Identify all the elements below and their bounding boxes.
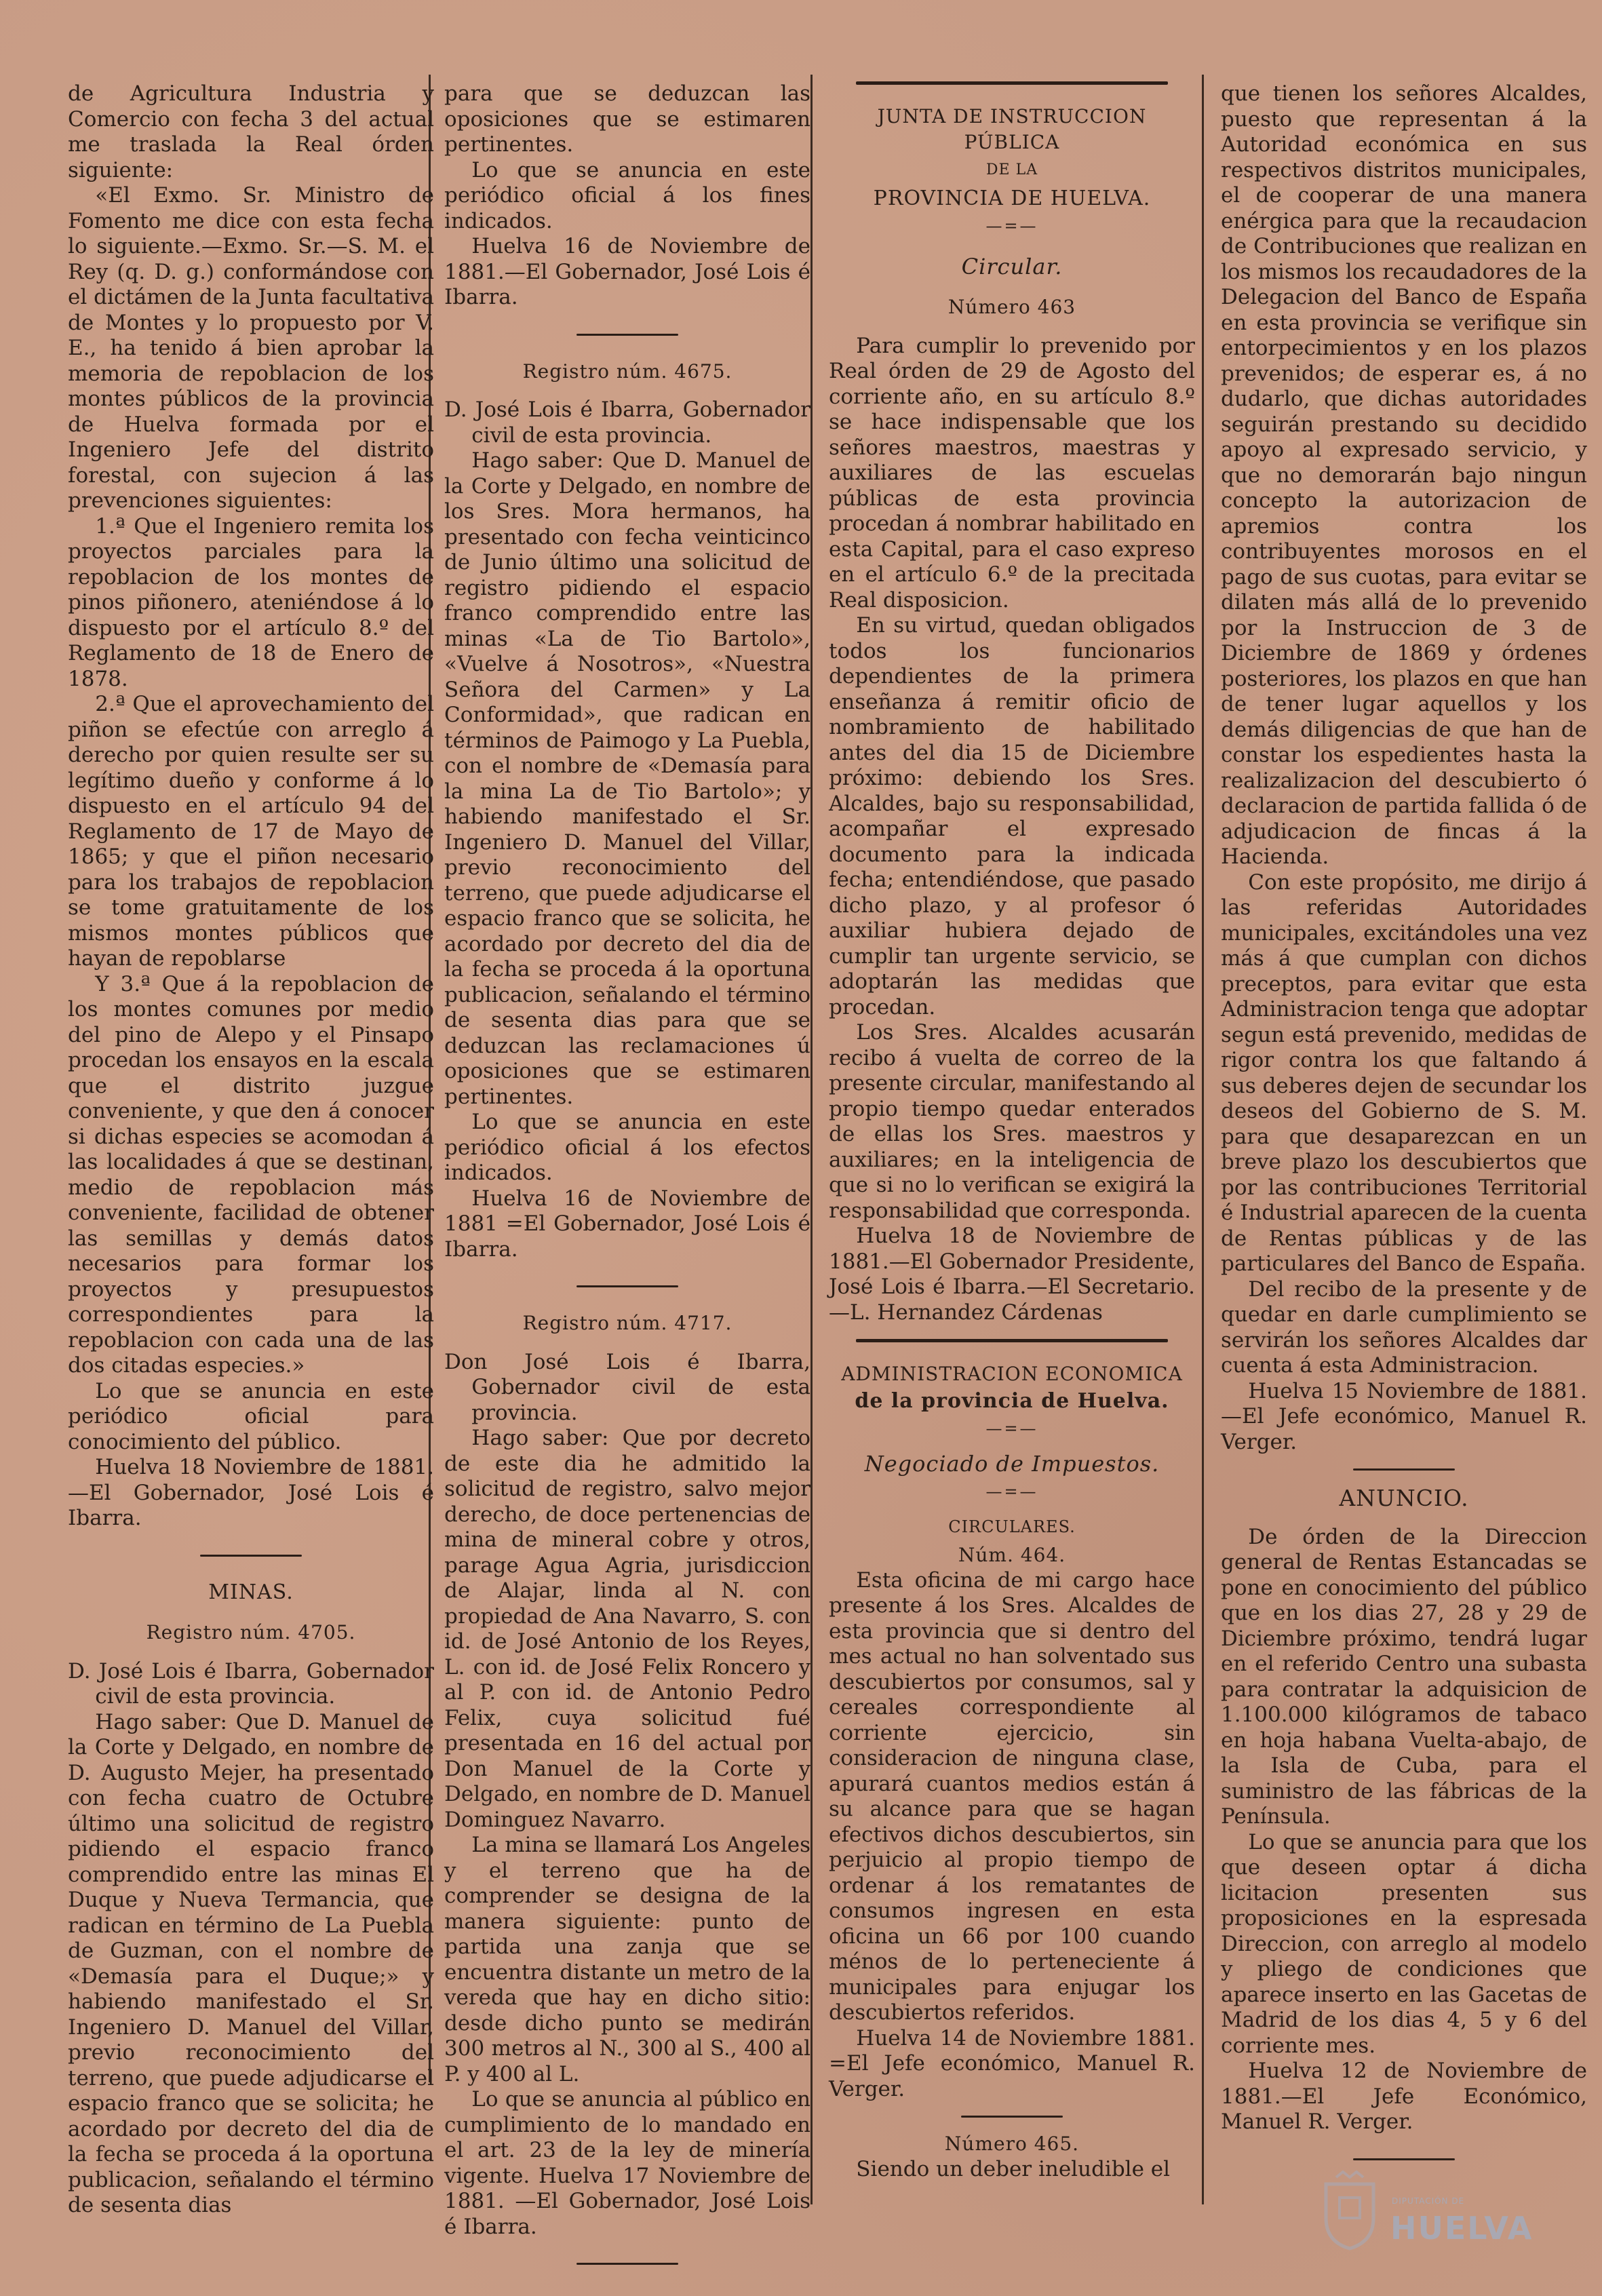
separator — [1353, 1468, 1455, 1471]
separator — [577, 2263, 678, 2265]
paragraph: Lo que se anuncia en este periódico oficial á los efectos indicados. — [444, 1110, 810, 1185]
circular-heading: Circular. — [961, 253, 1063, 279]
paragraph: que tienen los señores Alcaldes, puesto que representan á la Autoridad económica en sus respectivos distritos municipales, el de cooperar de una manera enérgica para que la recaudacion de Contribuciones que realizan en los mismos los recaudadores de la Delegacion del Banco de España en esta provincia se verifique sin entorpecimientos y en los plazos prevenidos; de esperar es, á no dudarlo, que dichas autoridades seguirán prestando su decidido apoyo al expresado servicio, y que no demorarán bajo ningun concepto la autorizacion de apremios contra los contribuyentes morosos en el pago de sus cuotas, para evitar se dilaten más allá de lo prevenido por la Instruccion de 3 de Diciembre de 1869 y órdenes posteriores, los plazos en que han de tener lugar aquellos y los demás diligencias de que han de constar los espedientes hasta la realizalizacion del descubierto ó declaracion de partida fallida ó de adjudicacion de fincas á la Hacienda. — [1221, 81, 1587, 869]
paragraph: 1.ª Que el Ingeniero remita los proyectos parciales para la repoblacion de los montes de pinos piñonero, ateniéndose á lo dispuesto por el artículo 8.º del Reglamento de 18 de Enero de 1878. — [68, 513, 434, 691]
paragraph: En su virtud, quedan obligados todos los funcionarios dependientes de la primera enseñanza á remitir oficio de nombramiento de habilitado antes del dia 15 de Diciembre próximo: debiendo los Sres. Alcaldes, bajo su responsabilidad, acompañar el expresado documento para la indicada fecha; entendiéndose, que pasado dicho plazo, y al profesor ó auxiliar hubiera dejado de cumplir tan urgente servicio, se adoptarán las medidas que procedan. — [829, 613, 1195, 1019]
paragraph: 2.ª Que el aprovechamiento del piñon se efectúe con arreglo á derecho por quien resulte ser su legítimo dueño y conforme á lo dispuesto en el artículo 94 del Reglamento de 17 de Mayo de 1865; y que el piñon necesario para los trabajos de repoblacion se tome gratuitamente de los mismos montes públicos que hayan de repoblarse — [68, 692, 434, 971]
paragraph: Hago saber: Que D. Manuel de la Corte y Delgado, en nombre de D. Augusto Mejer, ha presentado con fecha cuatro de Octubre último una solicitud de registro pidiendo el espacio franco comprendido entre las minas El Duque y Nueva Termancia, que radican en término de La Puebla de Guzman, con el nombre de «Demasía para el Duque;» y habiendo manifestado el Sr. Ingeniero D. Manuel del Villar, previo reconocimiento del terreno, que puede adjudicarse el espacio franco que se solicita; he acordado por decreto del dia de la fecha se proceda á la oportuna publicacion, señalando el término de sesenta dias — [68, 1709, 434, 2217]
admin-heading: ADMINISTRACION ECONOMICA — [841, 1363, 1183, 1385]
column-4 — [1221, 81, 1587, 2183]
paragraph: Y 3.ª Que á la repoblacion de los montes comunes por medio del pino de Alepo y el Pinsapo procedan los ensayos en la escala que el distrito juzgue conveniente, y que den á conocer si dichas especies se acomodan á las localidades á que se destinan, medio de repoblacion más conveniente, facilidad de obtener las semillas y demás datos necesarios para formar los proyectos y presupuestos correspondientes para la repoblacion con cada una de las dos citadas especies.» — [68, 971, 434, 1378]
ornament: —=— — [985, 1419, 1038, 1438]
circulares-heading: CIRCULARES. — [948, 1517, 1076, 1536]
paragraph: «El Exmo. Sr. Ministro de Fomento me dice con esta fecha lo siguiente.—Exmo. Sr.—S. M. el Rey (q. D. g.) conformándose con el dictámen de la Junta facultativa de Montes y lo propuesto por V. E., ha tenido á bien aprobar la memoria de repoblacion de los montes públicos de la provincia de Huelva formada por el Ingeniero Jefe del distrito forestal, con sujecion á las prevenciones siguientes: — [68, 183, 434, 513]
signature: Huelva 12 de Noviembre de 1881.—El Jefe Económico, Manuel R. Verger. — [1221, 2059, 1587, 2134]
paragraph: Siendo un deber ineludible el — [856, 2156, 1171, 2181]
paragraph: Lo que se anuncia en este periódico oficial á los fines indicados. — [444, 157, 810, 233]
junta-heading: JUNTA DE INSTRUCCION PÚBLICA — [877, 105, 1147, 153]
separator — [200, 1555, 302, 1557]
top-rule — [856, 81, 1168, 85]
registry-heading: Registro núm. 4675. — [522, 359, 732, 383]
column-2 — [444, 81, 810, 2288]
separator-long — [856, 1339, 1168, 1342]
paragraph: Lo que se anuncia para que los que deseen optar á dicha licitacion presenten sus proposiciones en la espresada Direccion, con arreglo al modelo y pliego de condiciones que aparece inserto en las Gacetas de Madrid de los dias 4, 5 y 6 del corriente mes. — [1221, 1829, 1587, 2058]
number-heading: Número 465. — [944, 2133, 1080, 2155]
admin-heading-provincia: de la provincia de Huelva. — [855, 1388, 1169, 1413]
paragraph: Los Sres. Alcaldes acusarán recibo á vuelta de correo de la presente circular, manifestando al propio tiempo quedar enterados de ellas los Sres. maestros y auxiliares; en la inteligencia de que si no lo verifican se exigirá la responsabilidad que corresponda. — [829, 1020, 1195, 1223]
separator — [577, 1285, 678, 1287]
paragraph: Hago saber: Que por decreto de este dia he admitido la solicitud de registro, salvo mejor derecho, de doce pertenencias de mina de mineral cobre y otros, parage Agua Agria, jurisdiccion de Alajar, linda al N. con propiedad de Ana Navarro, S. con id. de José Antonio de los Reyes, L. con id. de José Felix Roncero y al P. con id. de Antonio Pedro Felix, cuya solicitud fué presentada en 16 del actual por Don Manuel de la Corte y Delgado, en nombre de D. Manuel Dominguez Navarro. — [444, 1426, 810, 1832]
junta-heading-provincia: PROVINCIA DE HUELVA. — [873, 186, 1151, 210]
paragraph: de Agricultura Industria y Comercio con fecha 3 del actual me traslada la Real órden siguiente: — [68, 81, 434, 182]
signature: Huelva 18 Noviembre de 1881. —El Gobernador, José Lois é Ibarra. — [68, 1455, 434, 1530]
paragraph: De órden de la Direccion general de Rentas Estancadas se pone en conocimiento del público que en los dias 27, 28 y 29 de Diciembre próximo, tendrá lugar en el referido Centro una subasta para contratar la adquisicion de 1.100.000 kilógramos de tabaco en hoja habana Vuelta-abajo, de la Isla de Cuba, para el suministro de las fábricas de la Península. — [1221, 1524, 1587, 1829]
separator — [1353, 2158, 1455, 2160]
separator — [577, 334, 678, 336]
official-title: D. José Lois é Ibarra, Gobernador civil de esta provincia. — [444, 397, 810, 448]
paragraph: Lo que se anuncia en este periódico oficial para conocimiento del público. — [68, 1378, 434, 1454]
registry-heading: Registro núm. 4717. — [522, 1312, 732, 1334]
paragraph: Del recibo de la presente y de quedar en darle cumplimiento se servirán los señores Alcaldes dar cuenta á esta Administracion. — [1221, 1277, 1587, 1378]
column-1 — [68, 81, 434, 2219]
paragraph: Esta oficina de mi cargo hace presente á los Sres. Alcaldes de esta provincia que si dentro del mes actual no han solventado sus descubiertos por consumos, sal y cereales correspondiente al corriente ejercicio, sin consideracion de ninguna clase, apurará cuantos medios están á su alcance para que se hagan efectivos dichos descubiertos, sin perjuicio al propio tiempo de ordenar á los rematantes de consumos ingresen en esta oficina un 66 por 100 cuando ménos de lo perteneciente á municipales para enjugar los descubiertos referidos. — [829, 1568, 1195, 2025]
junta-heading-de-la: DE LA — [985, 161, 1038, 178]
signature: Huelva 18 de Noviembre de 1881.—El Gobernador Presidente, José Lois é Ibarra.—El Secretario.—L. Hernandez Cárdenas — [829, 1224, 1195, 1325]
anuncio-heading: ANUNCIO. — [1339, 1485, 1469, 1511]
column-rule-3 — [1202, 75, 1204, 2204]
paragraph: Para cumplir lo prevenido por Real órden de 29 de Agosto del corriente año, en su artículo 8.º se hace indispensable que los señores maestros, maestras y auxiliares de las escuelas públicas de esta provincia procedan á nombrar habilitado en esta Capital, para el caso expreso en el artículo 6.º de la precitada Real disposicion. — [829, 333, 1195, 612]
signature: Huelva 15 Noviembre de 1881. —El Jefe económico, Manuel R. Verger. — [1221, 1378, 1587, 1454]
paragraph: Hago saber: Que D. Manuel de la Corte y Delgado, en nombre de los Sres. Mora hermanos, ha presentado con fecha veinticinco de Junio último una solicitud de registro pidiendo el espacio franco comprendido entre las minas «La de Tio Bartolo», «Vuelve á Nosotros», «Nuestra Señora del Carmen» y La Conformidad», que radican en términos de Paimogo y La Puebla, con el nombre de «Demasía para la mina La de Tio Bartolo»; y habiendo manifestado el Sr. Ingeniero D. Manuel del Villar, previo reconocimiento del terreno, que puede adjudicarse el espacio franco que se solicita, he acordado por decreto del dia de la fecha se proceda á la oportuna publicacion, señalando el término de sesenta dias para que se deduzcan las reclamaciones ú oposiciones que se estimaren pertinentes. — [444, 448, 810, 1109]
registry-heading: Registro núm. 4705. — [146, 1621, 356, 1643]
ornament: —=— — [985, 1482, 1038, 1501]
watermark-huelva: HUELVA — [1390, 2210, 1533, 2246]
signature: Huelva 16 de Noviembre de 1881 =El Gobernador, José Lois é Ibarra. — [444, 1186, 810, 1262]
negociado-heading: Negociado de Impuestos. — [864, 1450, 1160, 1477]
column-rule-2 — [810, 75, 813, 2204]
section-heading-minas: MINAS. — [208, 1580, 294, 1604]
paragraph: La mina se llamará Los Angeles y el terreno que ha de comprender se designa de la manera siguiente: punto de partida una zanja que se encuentra distante un metro de la vereda que hay en dicho sitio: desde dicho punto se medirán 300 metros al N., 300 al S., 400 al P. y 400 al L. — [444, 1833, 811, 2086]
signature: Huelva 16 de Noviembre de 1881.—El Gobernador, José Lois é Ibarra. — [444, 234, 810, 309]
diputacion-seal-icon — [1319, 2171, 1380, 2252]
paragraph: para que se deduzcan las oposiciones que se estimaren pertinentes. — [444, 81, 810, 157]
paragraph: Con este propósito, me dirijo á las referidas Autoridades municipales, excitándoles una vez más á que cumplan con dichos preceptos, para evitar que esta Administracion tenga que adoptar segun está prevenido, medidas de rigor contra los que faltando á sus deberes dejen de secundar los deseos del Gobierno de S. M. para que desaparezcan en un breve plazo los descubiertos que por las contribuciones Territorial é Industrial aparecen de la cuenta de Rentas públicas y de las particulares del Banco de España. — [1221, 870, 1587, 1276]
column-3 — [829, 81, 1195, 2182]
watermark-subtext: DIPUTACIÓN DE — [1392, 2196, 1465, 2206]
paragraph: Lo que se anuncia al público en cumplimiento de lo mandado en el art. 23 de la ley de minería vigente. Huelva 17 Noviembre de 1881. —El Gobernador, José Lois é Ibarra. — [444, 2087, 810, 2239]
official-title: Don José Lois é Ibarra, Gobernador civil de esta provincia. — [444, 1349, 810, 1425]
official-title: D. José Lois é Ibarra, Gobernador civil de esta provincia. — [68, 1658, 434, 1709]
number-heading: Núm. 464. — [958, 1544, 1066, 1566]
separator — [961, 2116, 1063, 2118]
number-heading: Número 463 — [947, 296, 1076, 318]
ornament: —=— — [985, 216, 1038, 235]
signature: Huelva 14 de Noviembre 1881. =El Jefe económico, Manuel R. Verger. — [829, 2025, 1195, 2101]
